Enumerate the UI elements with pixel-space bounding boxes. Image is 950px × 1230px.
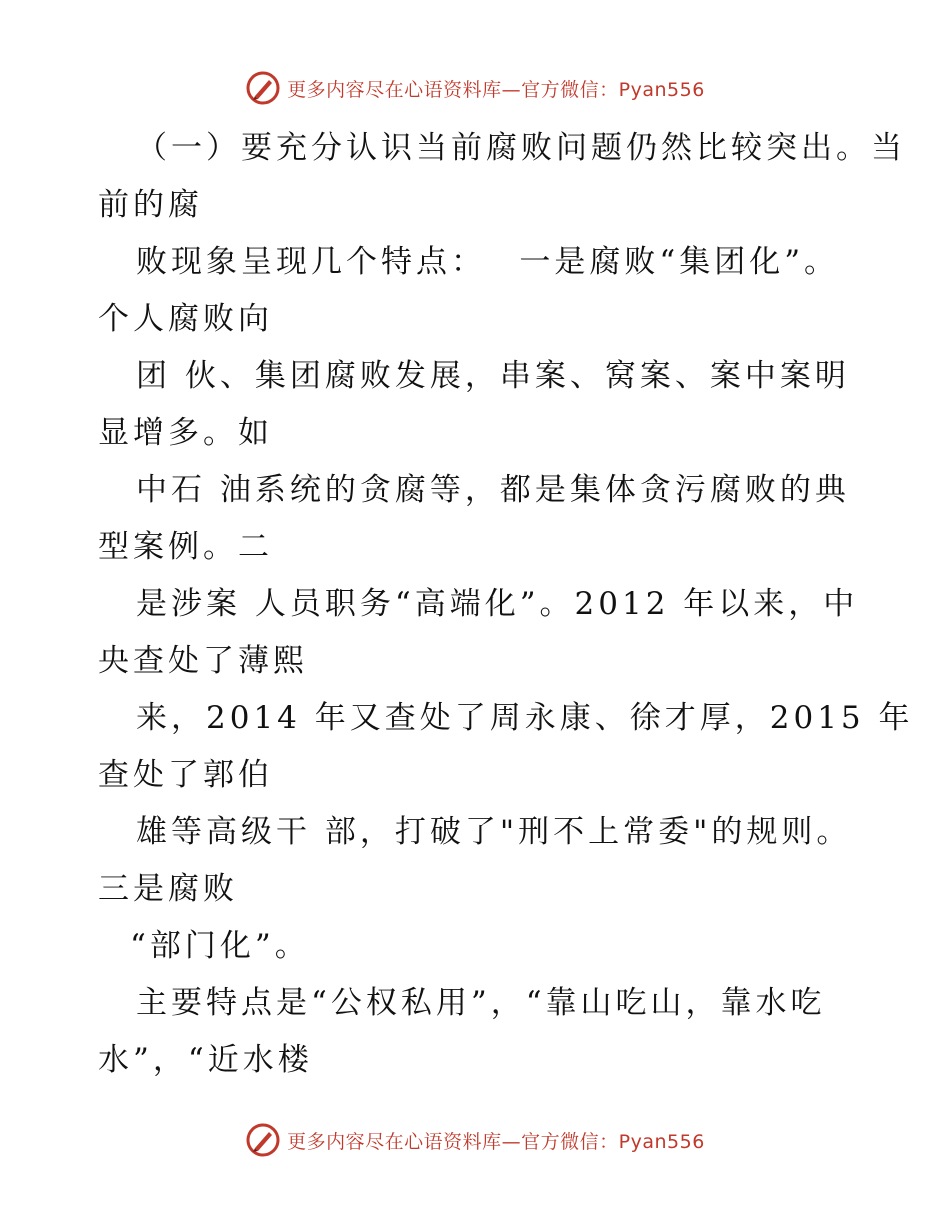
text-line: 个人腐败向 — [98, 301, 273, 337]
header-watermark-text: 更多内容尽在心语资料库—官方微信：Pyan556 — [287, 78, 705, 101]
text-line: 来，2014 年又查处了周永康、徐才厚，2015 年 — [136, 700, 914, 736]
footer-watermark-text: 更多内容尽在心语资料库—官方微信：Pyan556 — [287, 1130, 705, 1153]
text-line: 前的腐 — [98, 187, 203, 223]
text-line: 查处了郭伯 — [98, 757, 273, 793]
pen-logo-icon — [245, 1122, 281, 1158]
text-line: （一）要充分认识当前腐败问题仍然比较突出。当 — [136, 130, 906, 166]
pen-logo-icon — [245, 70, 281, 106]
text-line: 团 伙、集团腐败发展，串案、窝案、案中案明 — [136, 358, 850, 394]
text-line: 中石 油系统的贪腐等，都是集体贪污腐败的典 — [136, 472, 850, 508]
text-line: “部门化”。 — [130, 928, 310, 964]
text-line: 主要特点是“公权私用”，“靠山吃山，靠水吃 — [136, 985, 826, 1021]
text-line: 是涉案 人员职务“高端化”。2012 年以来，中 — [136, 586, 859, 622]
footer-watermark — [0, 1122, 950, 1158]
text-line: 败现象呈现几个特点： 一是腐败“集团化”。 — [136, 244, 840, 280]
text-line: 型案例。二 — [98, 529, 273, 565]
header-watermark — [0, 70, 950, 106]
text-line: 三是腐败 — [98, 871, 238, 907]
text-line: 雄等高级干 部，打破了"刑不上常委"的规则。 — [136, 814, 852, 850]
document-body — [98, 120, 914, 1089]
text-line: 央查处了薄熙 — [98, 643, 308, 679]
text-line: 水”，“近水楼 — [98, 1042, 313, 1078]
text-line: 显增多。如 — [98, 415, 273, 451]
